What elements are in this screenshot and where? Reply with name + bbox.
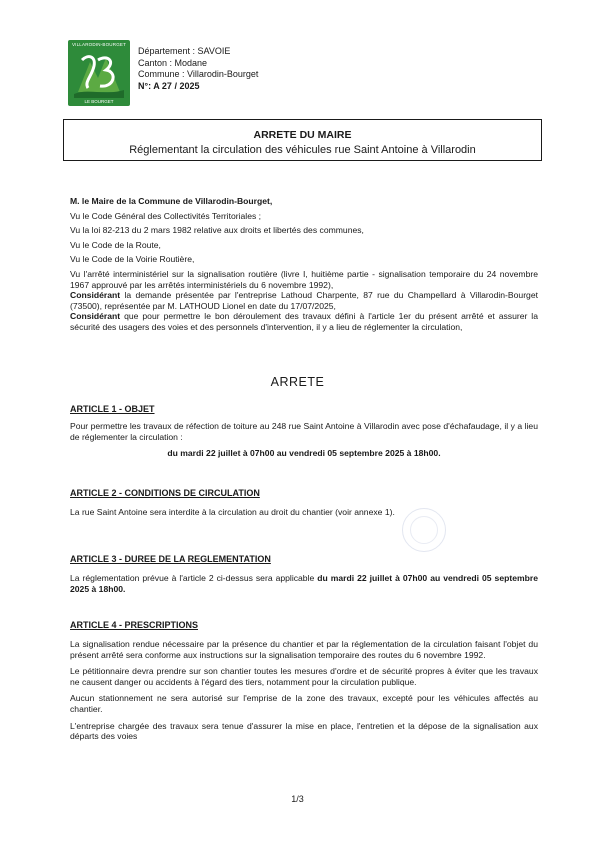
article-4-para-4: L'entreprise chargée des travaux sera tenue d'assurer la mise en place, l'entretien et la dépose de la signalisation aux départs des voies (70, 720, 538, 742)
article-4-para-3: Aucun stationnement ne sera autorisé sur l'emprise de la zone des travaux, excepté pour les véhicules affectés au chantier. (70, 693, 538, 714)
article-4-para-1: La signalisation rendue nécessaire par la présence du chantier et par la réglementation de la circulation faisant l'objet du présent arrêté sera conforme aux instructions sur la signalisation temporaire des routes du 6 novembre 1992. (70, 639, 538, 660)
page-number: 1/3 (291, 794, 304, 804)
document-header (138, 46, 258, 92)
commune-line: Commune : Villarodin-Bourget (138, 69, 259, 79)
article-2-body (70, 507, 538, 518)
arrete-heading: ARRETE (270, 375, 325, 389)
document-title: ARRETE DU MAIRE (253, 129, 352, 141)
arrete-number: N°: A 27 / 2025 (138, 80, 200, 91)
maire-line: M. le Maire de la Commune de Villarodin-Bourget, (70, 196, 273, 206)
article-3-title: ARTICLE 3 - DUREE DE LA REGLEMENTATION (70, 554, 271, 564)
title-box (63, 119, 542, 161)
preamble (70, 196, 538, 333)
article-1-text: Pour permettre les travaux de réfection de toiture au 248 rue Saint Antoine à Villarodin avec pose d'échafaudage, il y a lieu de réglementer la circulation : (70, 421, 538, 442)
article-2-title: ARTICLE 2 - CONDITIONS DE CIRCULATION (70, 488, 260, 498)
vu-code-voirie: Vu le Code de la Voirie Routière, (70, 254, 195, 265)
document-subtitle: Réglementant la circulation des véhicules rue Saint Antoine à Villarodin (129, 144, 476, 156)
considerant-securite: Considérant que pour permettre le bon déroulement des travaux défini à l'article 1er du présent arrêté et assurer la sécurité des usagers des voies et des personnels d'intervention, il y a lieu de réglementer la circulation, (70, 311, 538, 332)
commune-logo (68, 40, 130, 106)
article-4-para-2: Le pétitionnaire devra prendre sur son chantier toutes les mesures d'ordre et de sécurité propres à éviter que les travaux ne causent danger ou accidents à l'égard des tiers, notamment pour la circulation publique. (70, 666, 538, 687)
article-1-body (70, 421, 538, 459)
article-1-title: ARTICLE 1 - OBJET (70, 404, 155, 414)
vu-loi: Vu la loi 82-213 du 2 mars 1982 relative aux droits et libertés des communes, (70, 225, 364, 236)
official-stamp (402, 508, 446, 552)
vu-arrete-signalisation: Vu l'arrêté interministériel sur la signalisation routière (livre I, huitième partie - signalisation temporaire du 24 novembre 1967 approuvé par les arrêtés interministériels du 6 novembre 1992), (70, 268, 538, 290)
article-3-body (70, 573, 538, 594)
article-4-title: ARTICLE 4 - PRESCRIPTIONS (70, 620, 199, 630)
logo-bottom-text: LE BOURGET (84, 99, 114, 104)
mountain-emblem-icon (74, 48, 124, 98)
departement-line: Département : SAVOIE (138, 46, 231, 56)
considerant-demande: Considérant la demande présentée par l'entreprise Lathoud Charpente, 87 rue du Champellard à Villarodin-Bourget (73500), représentée par M. LATHOUD Lionel en date du 17/07/2025, (70, 290, 538, 311)
canton-line: Canton : Modane (138, 57, 208, 68)
article-1-dates: du mardi 22 juillet à 07h00 au vendredi 05 septembre 2025 à 18h00. (167, 448, 441, 459)
article-2-text: La rue Saint Antoine sera interdite à la circulation au droit du chantier (voir annexe 1). (70, 507, 395, 517)
logo-top-text: VILLARODIN-BOURGET (71, 42, 127, 47)
vu-cgct: Vu le Code Général des Collectivités Territoriales ; (70, 210, 262, 221)
vu-code-route: Vu le Code de la Route, (70, 239, 161, 250)
article-4-body (70, 639, 538, 742)
article-3-text: La réglementation prévue à l'article 2 ci-dessus sera applicable du mardi 22 juillet à 07h00 au vendredi 05 septembre 2025 à 18h00. (70, 573, 539, 594)
